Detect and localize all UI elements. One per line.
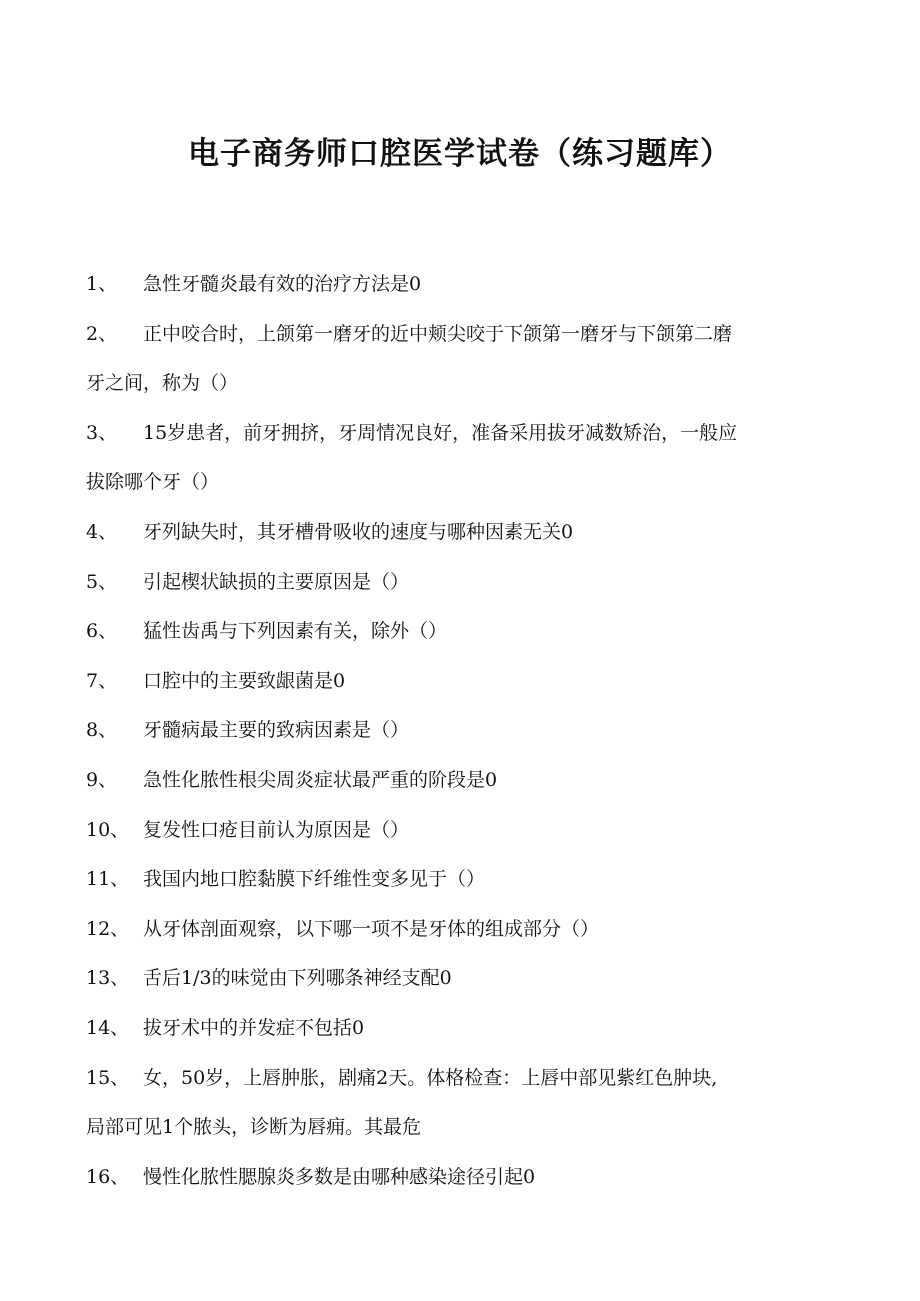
question-text-continuation: 拔除哪个牙（） [86,471,220,494]
question-number: 3、 [86,421,118,444]
question-number: 12、 [86,917,130,940]
question-item [86,1054,826,1153]
question-item [86,706,826,756]
question-item [86,260,826,310]
question-item [86,508,826,558]
question-item [86,756,826,806]
document-title: 电子商务师口腔医学试卷（练习题库） [188,136,732,172]
question-number: 11、 [86,868,130,891]
question-item [86,905,826,955]
question-list [86,260,826,1202]
question-number: 6、 [86,620,118,643]
question-item [86,310,826,409]
question-number: 5、 [86,570,118,593]
question-text: 牙髓病最主要的致病因素是（） [143,719,410,742]
question-number: 10、 [86,818,130,841]
question-item [86,1004,826,1054]
question-number: 16、 [86,1165,130,1188]
question-text: 牙列缺失时，其牙槽骨吸收的速度与哪种因素无关0 [143,520,574,543]
question-item [86,607,826,657]
question-number: 8、 [86,719,118,742]
question-text: 舌后1/3的味觉由下列哪条神经支配0 [143,967,452,990]
question-item [86,409,826,508]
question-text: 复发性口疮目前认为原因是（） [143,818,410,841]
question-text: 拔牙术中的并发症不包括0 [143,1016,365,1039]
question-text: 引起楔状缺损的主要原因是（） [143,570,410,593]
question-item [86,855,826,905]
question-item [86,806,826,856]
question-number: 4、 [86,520,118,543]
question-text: 从牙体剖面观察，以下哪一项不是牙体的组成部分（） [143,917,600,940]
question-text: 正中咬合时，上颌第一磨牙的近中颊尖咬于下颌第一磨牙与下颌第二磨 [143,322,733,345]
question-number: 1、 [86,273,118,295]
question-number: 13、 [86,967,130,990]
question-text: 口腔中的主要致龈菌是0 [143,669,346,692]
question-item [86,954,826,1004]
question-text: 女，50岁，上唇肿胀，剧痛2天。体格检查：上唇中部见紫红色肿块, [143,1066,718,1089]
question-text: 急性化脓性根尖周炎症状最严重的阶段是0 [143,768,498,791]
question-text: 猛性齿禹与下列因素有关，除外（） [143,620,448,643]
question-item [86,1153,826,1203]
question-item [86,558,826,608]
question-text-continuation: 局部可见1个脓头，诊断为唇痈。其最危 [86,1116,422,1139]
question-number: 9、 [86,768,118,791]
question-number: 15、 [86,1066,130,1089]
question-text: 我国内地口腔黏膜下纤维性变多见于（） [143,868,486,891]
question-number: 14、 [86,1016,130,1039]
question-item [86,657,826,707]
question-text-continuation: 牙之间，称为（） [86,372,239,395]
question-text: 15岁患者，前牙拥挤，牙周情况良好，准备采用拔牙减数矫治，一般应 [143,421,738,444]
question-number: 7、 [86,669,118,692]
question-number: 2、 [86,322,118,345]
question-text: 慢性化脓性腮腺炎多数是由哪种感染途径引起0 [143,1165,536,1188]
question-text: 急性牙髓炎最有效的治疗方法是0 [143,273,422,295]
